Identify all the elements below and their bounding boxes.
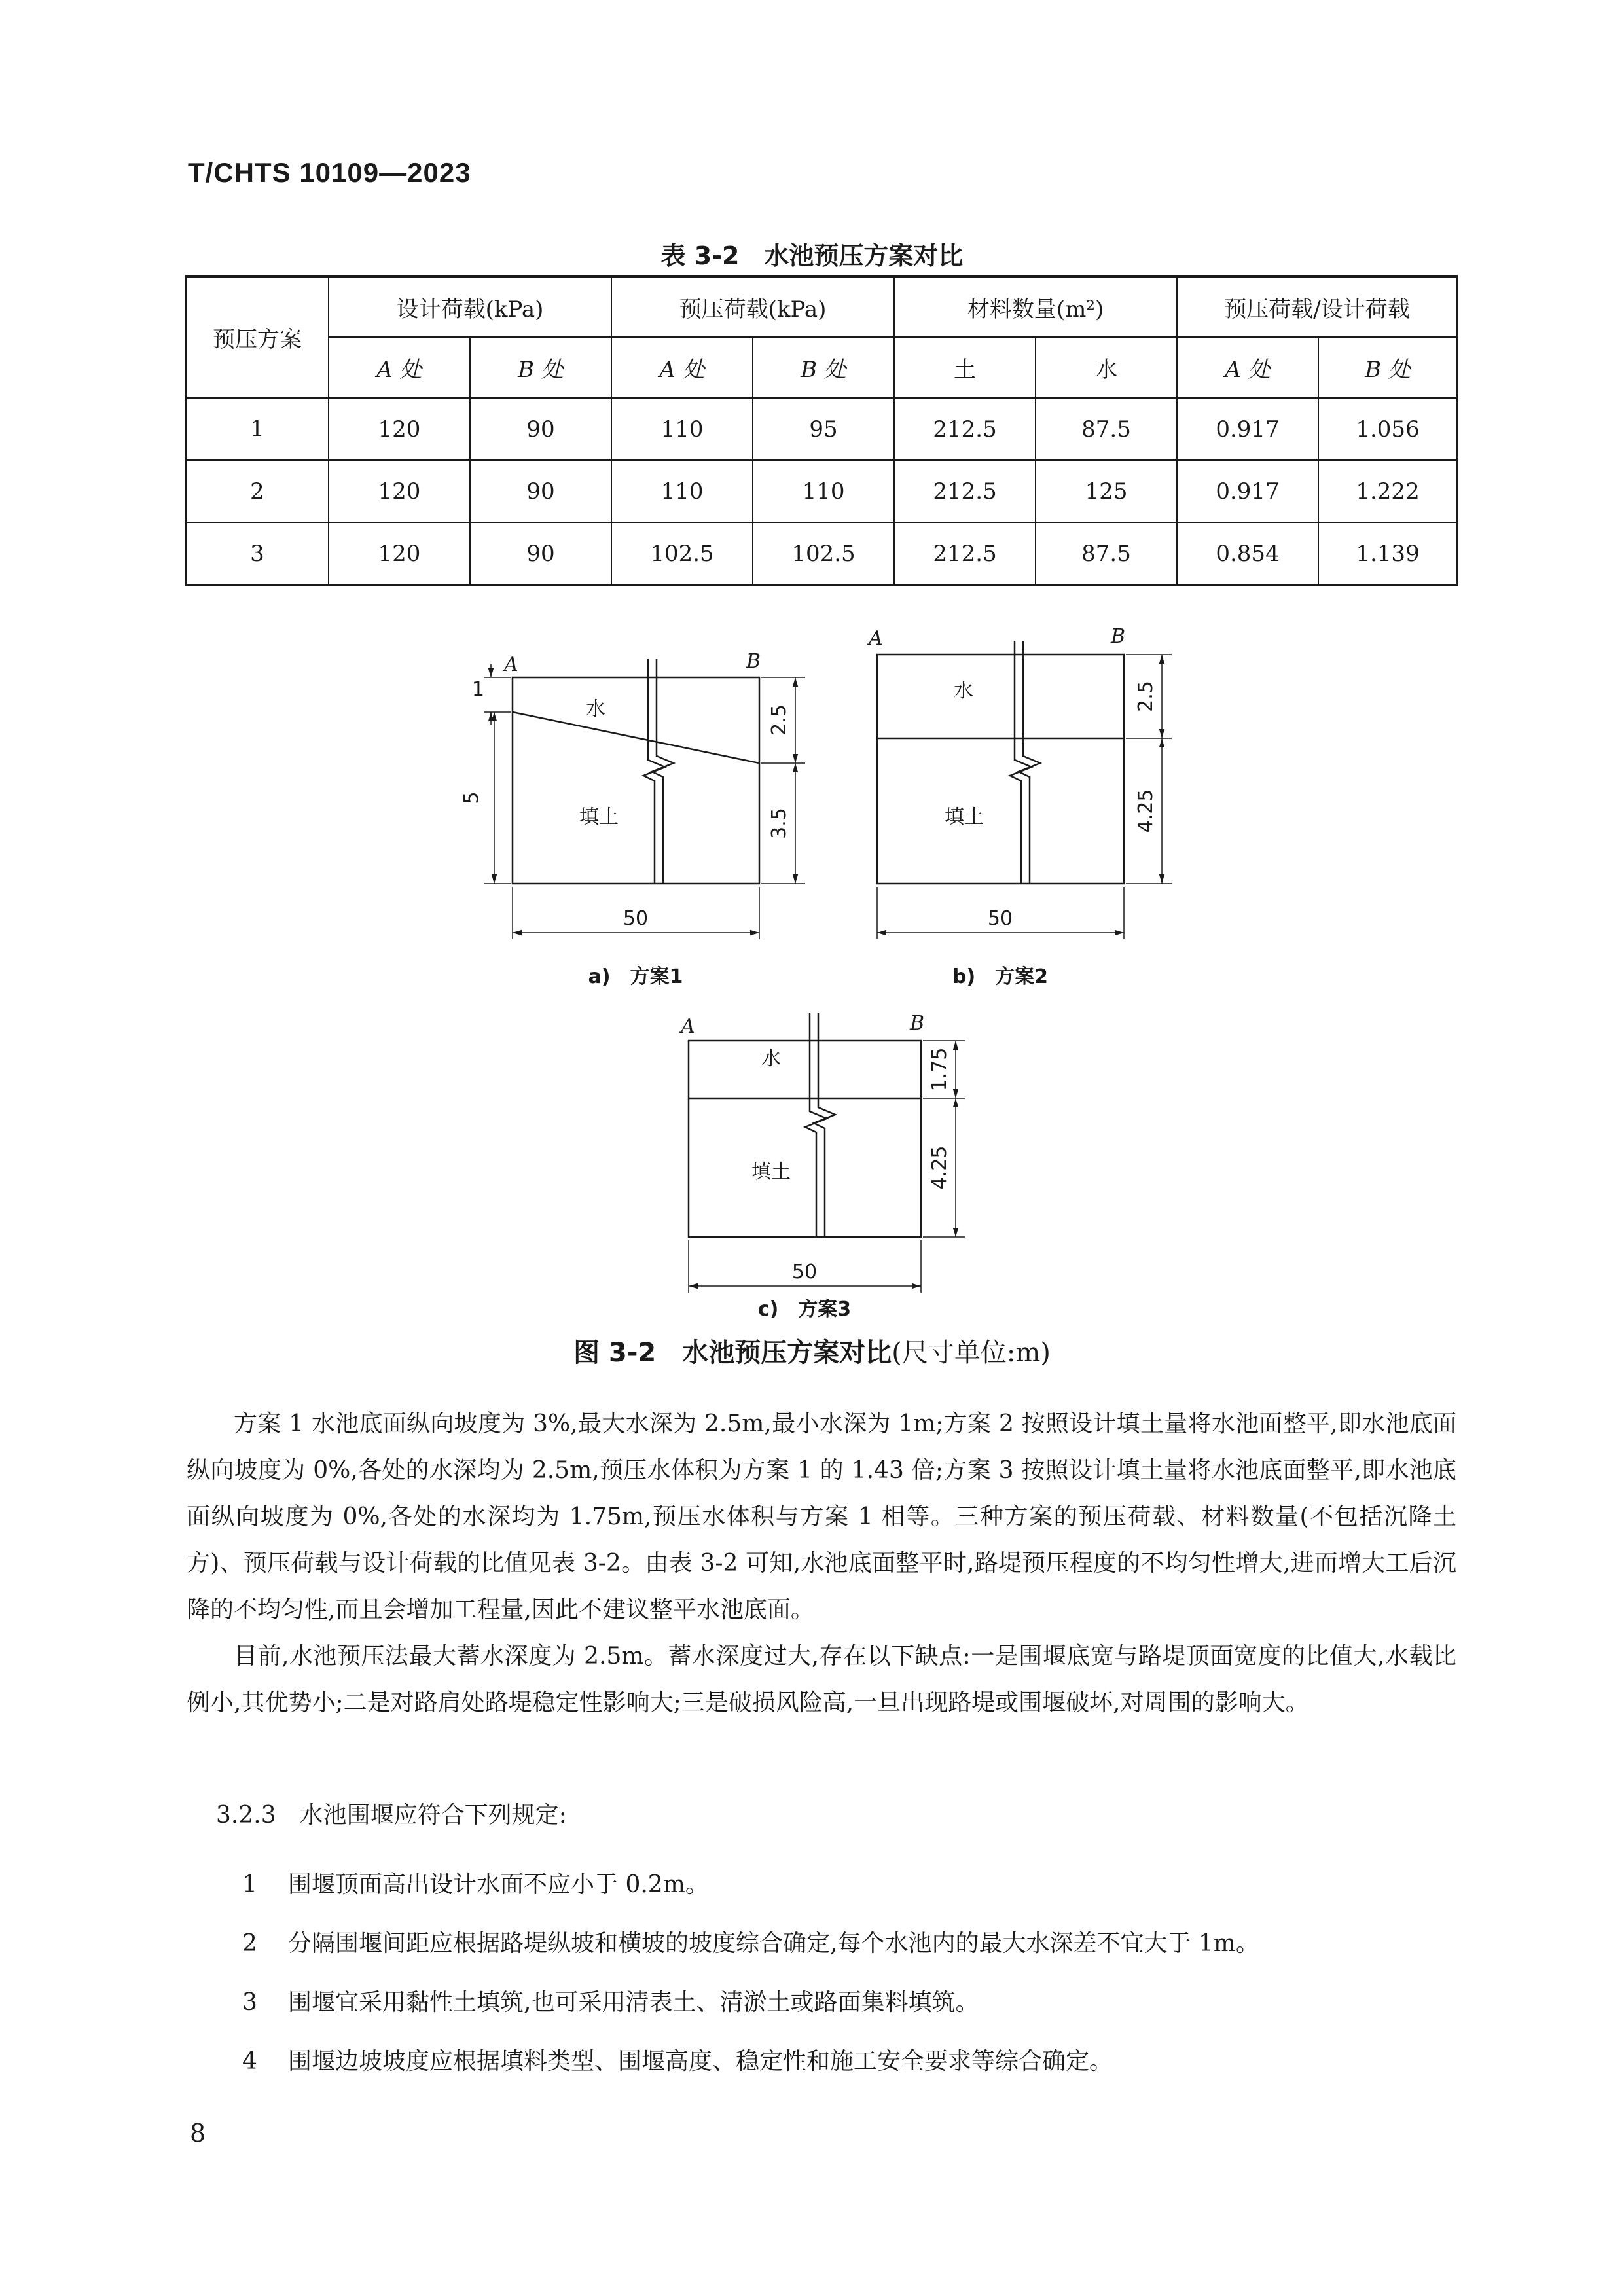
list-item	[242, 1914, 1460, 1973]
point-b-label: B	[1111, 625, 1126, 648]
point-b-label: B	[910, 1012, 925, 1035]
table-cell: 87.5	[1036, 398, 1177, 461]
subheader-cell: 水	[1036, 337, 1177, 398]
clause-heading	[216, 1797, 567, 1830]
item-number: 3	[242, 1989, 257, 2016]
table-cell: 3	[186, 522, 329, 585]
table-cell: 2	[186, 460, 329, 522]
body-text	[187, 1401, 1456, 1726]
fill-label: 填土	[751, 1160, 791, 1183]
subheader-cell: A 处	[611, 337, 753, 398]
pool-preload-figure	[0, 615, 1624, 1322]
table-cell: 1.222	[1318, 460, 1457, 522]
figure-caption	[0, 1332, 1624, 1369]
header-load-ratio: 预压荷载/设计荷载	[1177, 276, 1457, 337]
subheader-cell: B 处	[753, 337, 894, 398]
clause-number: 3.2.3	[216, 1802, 276, 1829]
diagram-scheme-2	[877, 641, 1172, 939]
figure-caption-title: 图 3-2 水池预压方案对比	[573, 1338, 892, 1368]
table-cell: 212.5	[894, 460, 1036, 522]
table-cell: 90	[470, 460, 611, 522]
table-caption: 表 3-2 水池预压方案对比	[660, 242, 964, 270]
table-row	[186, 460, 1457, 522]
item-number: 2	[242, 1930, 257, 1957]
item-text: 分隔围堰间距应根据路堤纵坡和横坡的坡度综合确定,每个水池内的最大水深差不宜大于 1m。	[288, 1930, 1259, 1957]
dim-width: 50	[791, 1261, 818, 1283]
dim-right-upper: 1.75	[928, 1047, 951, 1092]
list-item	[242, 1973, 1460, 2032]
diagram-b-caption: b) 方案2	[952, 965, 1049, 988]
fill-label: 填土	[579, 806, 619, 829]
table-cell: 125	[1036, 460, 1177, 522]
table-cell: 212.5	[894, 398, 1036, 461]
table-row	[186, 522, 1457, 585]
break-line	[643, 659, 674, 884]
table-cell: 0.854	[1177, 522, 1318, 585]
header-design-load: 设计荷载(kPa)	[329, 276, 611, 337]
table-cell: 1	[186, 398, 329, 461]
paragraph: 目前,水池预压法最大蓄水深度为 2.5m。蓄水深度过大,存在以下缺点:一是围堰底宽与路堤顶面宽度的比值大,水载比例小,其优势小;二是对路肩处路堤稳定性影响大;三是破损风险高,一旦出现路堤或围堰破坏,对周围的影响大。	[187, 1643, 1456, 1716]
diagram-scheme-1	[484, 659, 805, 939]
clause-items	[242, 1856, 1460, 2091]
table-cell: 1.056	[1318, 398, 1457, 461]
water-label: 水	[586, 698, 605, 721]
dim-width: 50	[623, 907, 649, 930]
comparison-table	[185, 275, 1458, 586]
pool-outline	[513, 677, 759, 884]
header-scheme: 预压方案	[186, 276, 329, 398]
water-label: 水	[761, 1047, 781, 1070]
table-subheader-row	[186, 337, 1457, 398]
list-item	[242, 1856, 1460, 1914]
pool-outline	[877, 655, 1124, 884]
table-cell: 120	[329, 460, 470, 522]
table-cell: 95	[753, 398, 894, 461]
dim-right-upper: 2.5	[1134, 681, 1157, 712]
table-cell: 110	[753, 460, 894, 522]
header-preload: 预压荷载(kPa)	[611, 276, 894, 337]
diagram-scheme-3	[689, 1013, 965, 1293]
point-b-label: B	[746, 650, 761, 673]
subheader-cell: A 处	[329, 337, 470, 398]
table-cell: 212.5	[894, 522, 1036, 585]
subheader-cell: B 处	[1318, 337, 1457, 398]
diagram-a-caption: a) 方案1	[588, 965, 683, 988]
dim-right-lower: 3.5	[768, 808, 791, 839]
header-material-quantity: 材料数量(m²)	[894, 276, 1177, 337]
dim-right-upper: 2.5	[768, 704, 791, 736]
table-cell: 1.139	[1318, 522, 1457, 585]
table-cell: 120	[329, 398, 470, 461]
point-a-label: A	[869, 627, 883, 650]
table-cell: 120	[329, 522, 470, 585]
item-text: 围堰顶面高出设计水面不应小于 0.2m。	[288, 1871, 709, 1898]
table-cell: 87.5	[1036, 522, 1177, 585]
paragraph: 方案 1 水池底面纵向坡度为 3%,最大水深为 2.5m,最小水深为 1m;方案 2 按照设计填土量将水池面整平,即水池底面纵向坡度为 0%,各处的水深均为 2.5m,预压水体积为方案 1 的 1.43 倍;方案 3 按照设计填土量将水池底面整平,即水池底面纵向坡度为 0%,各处的水深均为 1.75m,预压水体积与方案 1 相等。三种方案的预压荷载、材料数量(不包括沉降土方)、预压荷载与设计荷载的比值见表 3-2。由表 3-2 可知,水池底面整平时,路堤预压程度的不均匀性增大,进而增大工后沉降的不均匀性,而且会增加工程量,因此不建议整平水池底面。	[187, 1410, 1456, 1623]
table-cell: 102.5	[611, 522, 753, 585]
dim-top-gap: 1	[471, 678, 484, 701]
list-item	[242, 2032, 1460, 2091]
table-row	[186, 398, 1457, 461]
dim-left-depth: 5	[460, 791, 483, 804]
pool-outline	[689, 1041, 921, 1237]
item-number: 4	[242, 2048, 257, 2075]
dim-right-lower: 4.25	[928, 1145, 951, 1190]
break-line	[1010, 641, 1040, 884]
page-number: 8	[190, 2119, 206, 2147]
table-cell: 0.917	[1177, 398, 1318, 461]
point-a-label: A	[504, 653, 518, 676]
standard-code-header: T/CHTS 10109—2023	[188, 157, 471, 188]
figure-caption-unit: (尺寸单位:m)	[892, 1338, 1051, 1368]
break-line	[805, 1013, 835, 1237]
subheader-cell: B 处	[470, 337, 611, 398]
water-label: 水	[954, 679, 973, 702]
item-number: 1	[242, 1871, 257, 1898]
item-text: 围堰宜采用黏性土填筑,也可采用清表土、清淤土或路面集料填筑。	[288, 1989, 979, 2016]
dim-width: 50	[987, 907, 1013, 930]
point-a-label: A	[681, 1015, 695, 1038]
table-cell: 102.5	[753, 522, 894, 585]
diagram-c-caption: c) 方案3	[757, 1298, 852, 1321]
subheader-cell: 土	[894, 337, 1036, 398]
fill-label: 填土	[945, 806, 984, 829]
table-header-row	[186, 276, 1457, 337]
table-cell: 90	[470, 522, 611, 585]
subheader-cell: A 处	[1177, 337, 1318, 398]
table-cell: 110	[611, 460, 753, 522]
dim-right-lower: 4.25	[1134, 789, 1157, 833]
table-cell: 0.917	[1177, 460, 1318, 522]
table-cell: 90	[470, 398, 611, 461]
item-text: 围堰边坡坡度应根据填料类型、围堰高度、稳定性和施工安全要求等综合确定。	[288, 2048, 1113, 2075]
clause-text: 水池围堰应符合下列规定:	[299, 1802, 567, 1829]
sloped-pool-bottom	[513, 712, 759, 763]
table-cell: 110	[611, 398, 753, 461]
